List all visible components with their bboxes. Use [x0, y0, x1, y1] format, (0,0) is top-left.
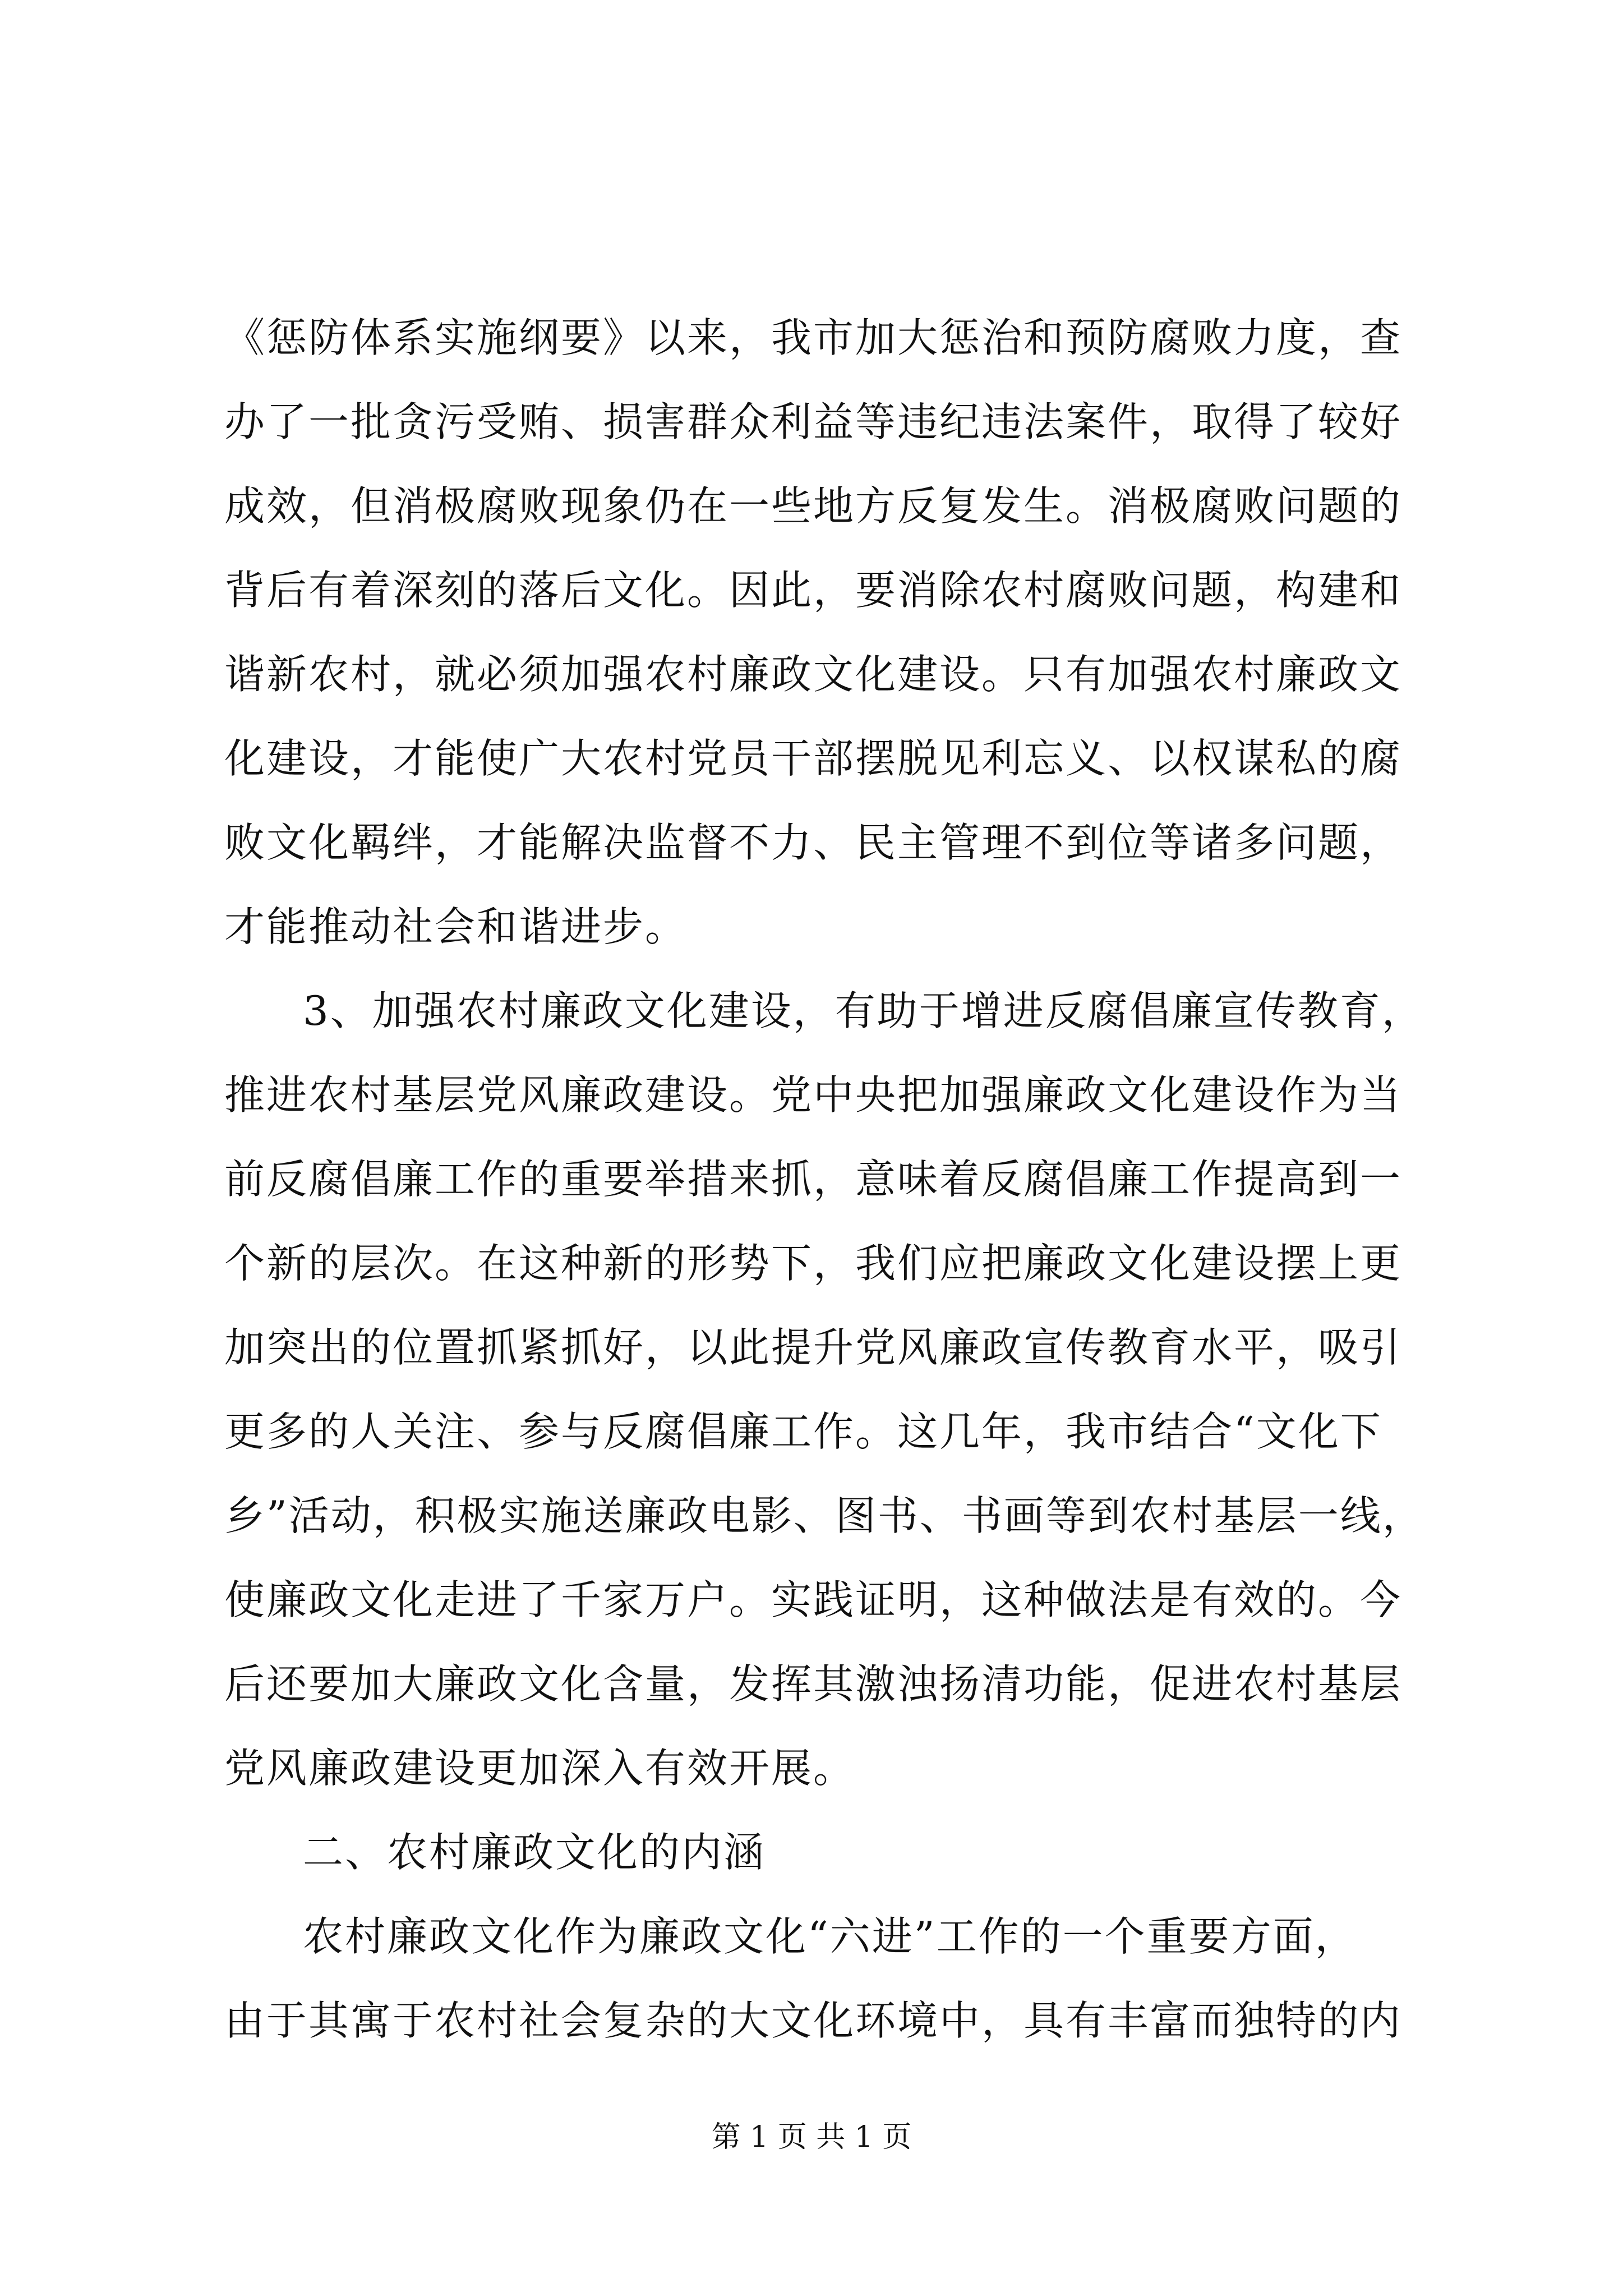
text-line: 前反腐倡廉工作的重要举措来抓，意味着反腐倡廉工作提高到一	[224, 1156, 1403, 1203]
text-line: 乡”活动，积极实施送廉政电影、图书、书画等到农村基层一线，	[224, 1492, 1424, 1539]
paragraph-start-line: 农村廉政文化作为廉政文化“六进”工作的一个重要方面，	[303, 1913, 1357, 1960]
text-line: 后还要加大廉政文化含量，发挥其激浊扬清功能，促进农村基层	[224, 1660, 1403, 1708]
text-line: 推进农村基层党风廉政建设。党中央把加强廉政文化建设作为当	[224, 1071, 1403, 1119]
text-line: 加突出的位置抓紧抓好，以此提升党风廉政宣传教育水平，吸引	[224, 1324, 1403, 1371]
paragraph-start-line: 3、加强农村廉政文化建设，有助于增进反腐倡廉宣传教育，	[303, 987, 1424, 1034]
section-heading: 二、农村廉政文化的内涵	[303, 1829, 766, 1876]
text-line: 化建设，才能使广大农村党员干部摆脱见利忘义、以权谋私的腐	[224, 735, 1403, 782]
text-line: 个新的层次。在这种新的形势下，我们应把廉政文化建设摆上更	[224, 1240, 1403, 1287]
page-footer: 第 1 页 共 1 页	[711, 2120, 912, 2154]
text-line: 才能推动社会和谐进步。	[224, 903, 688, 950]
text-line: 使廉政文化走进了千家万户。实践证明，这种做法是有效的。今	[224, 1576, 1403, 1623]
text-line: 成效，但消极腐败现象仍在一些地方反复发生。消极腐败问题的	[224, 482, 1403, 530]
text-line: 由于其寓于农村社会复杂的大文化环境中，具有丰富而独特的内	[224, 1997, 1403, 2044]
text-line: 更多的人关注、参与反腐倡廉工作。这几年，我市结合“文化下	[224, 1408, 1382, 1455]
text-line: 《惩防体系实施纲要》以来，我市加大惩治和预防腐败力度，查	[224, 314, 1403, 361]
text-line: 背后有着深刻的落后文化。因此，要消除农村腐败问题，构建和	[224, 567, 1403, 614]
text-line: 党风廉政建设更加深入有效开展。	[224, 1745, 856, 1792]
text-line: 办了一批贪污受贿、损害群众利益等违纪违法案件，取得了较好	[224, 398, 1403, 445]
text-line: 谐新农村，就必须加强农村廉政文化建设。只有加强农村廉政文	[224, 651, 1403, 698]
text-line: 败文化羁绊，才能解决监督不力、民主管理不到位等诸多问题，	[224, 819, 1403, 866]
